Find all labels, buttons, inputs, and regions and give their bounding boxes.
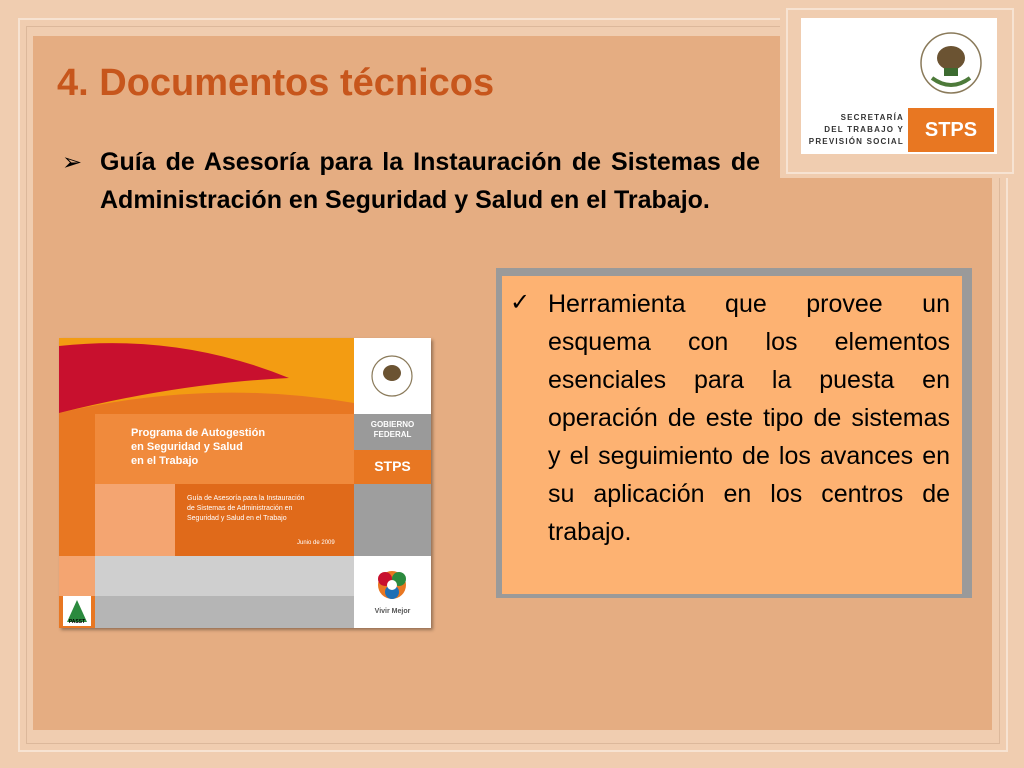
logo-line3: PREVISIÓN SOCIAL	[808, 137, 904, 146]
cover-guide-line3: Seguridad y Salud en el Trabajo	[187, 515, 287, 522]
logo-secretaria-text	[806, 112, 904, 148]
book-cover-art	[59, 338, 431, 628]
checkmark-icon: ✓	[510, 289, 531, 316]
cover-program-title	[131, 426, 265, 468]
logo-line1: SECRETARÍA	[840, 113, 904, 122]
arrow-bullet-icon: ➢	[62, 149, 83, 176]
cover-gobierno-line2: FEDERAL	[373, 430, 412, 439]
cover-guide-title	[187, 494, 305, 524]
callout-text: Herramienta que provee un esquema con los elementos esenciales para la puesta en operación de este tipo de sistemas y el seguimiento de los avances en su aplicación en los centros de trabajo.	[548, 290, 950, 546]
cover-guide-line2: de Sistemas de Administración en	[187, 505, 293, 512]
cover-passt: PASST	[68, 619, 86, 625]
cover-vivir-mejor: Vivir Mejor	[374, 608, 411, 615]
cover-gobierno	[354, 420, 431, 440]
cover-program-line3: en el Trabajo	[131, 455, 199, 467]
mexican-seal-icon	[918, 26, 984, 100]
cover-program-line2: en Seguridad y Salud	[131, 441, 243, 453]
cover-program-line1: Programa de Autogestión	[131, 427, 266, 439]
cover-guide-line1: Guía de Asesoría para la Instauración	[187, 495, 305, 502]
logo-line2: DEL TRABAJO Y	[824, 125, 904, 134]
bullet-text: Guía de Asesoría para la Instauración de Sistemas de Administración en Seguridad y Salud en el Trabajo.	[100, 148, 760, 214]
logo-stps-badge: STPS	[908, 108, 994, 152]
cover-gobierno-line1: GOBIERNO	[370, 420, 415, 429]
cover-stps: STPS	[374, 458, 411, 474]
cover-date: Junio de 2009	[297, 540, 335, 546]
book-cover-image	[59, 338, 431, 628]
slide-title: 4. Documentos técnicos	[57, 62, 495, 104]
